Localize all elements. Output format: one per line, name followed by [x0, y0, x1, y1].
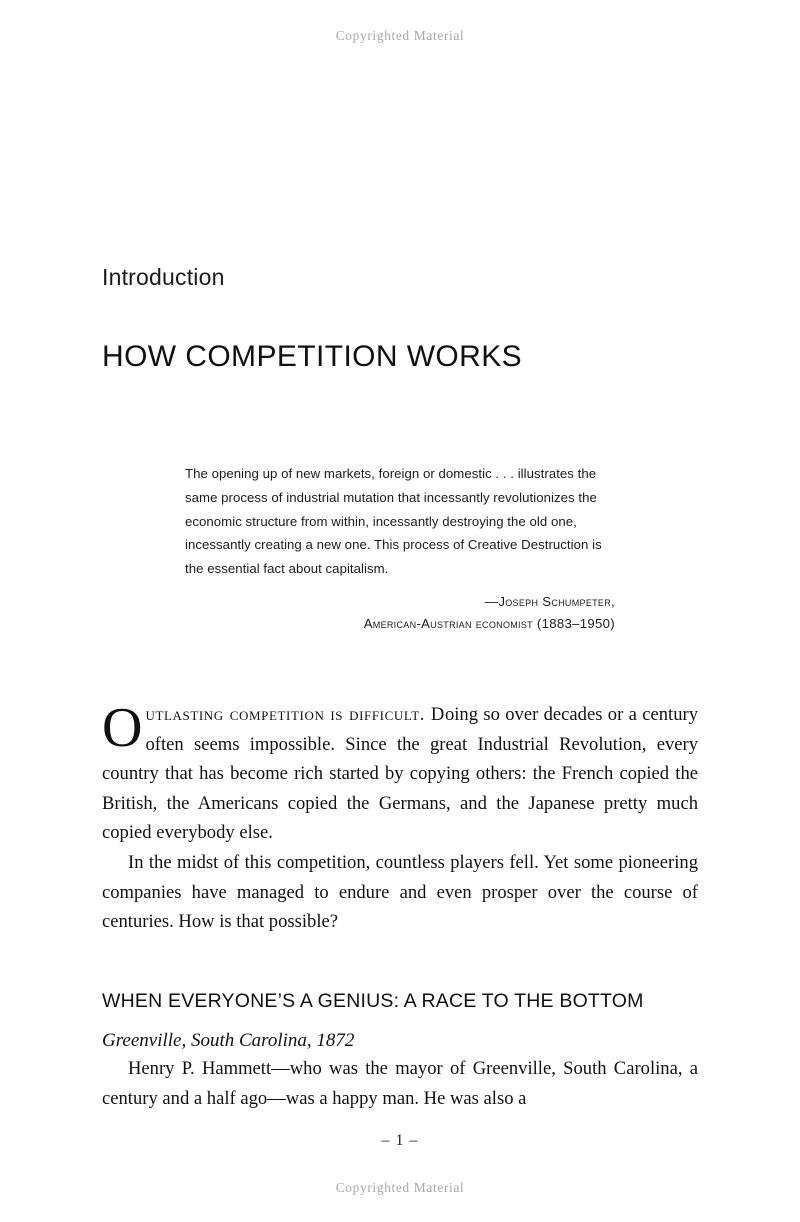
drop-cap: O [102, 697, 143, 759]
chapter-title: HOW COMPETITION WORKS [102, 340, 523, 373]
watermark-top: Copyrighted Material [335, 28, 465, 43]
paragraph-first-rest: oing so over decades or a century often seems impossible. Since the great Industrial Revolution, every country that has become rich started by copying others: the French copied the British, the Americans copied the Germans, and the Japanese pretty much copied everybody else. [102, 704, 698, 844]
epigraph-attribution-line1: —Joseph Schumpeter, [484, 593, 615, 609]
chapter-label: Introduction [102, 264, 225, 290]
epigraph-attribution [185, 591, 615, 635]
watermark-bottom: Copyrighted Material [335, 1180, 465, 1195]
section-paragraph: Henry P. Hammett—who was the mayor of Greenville, South Carolina, a century and a half ago—was a happy man. He was also a [102, 1058, 698, 1109]
epigraph-block [185, 462, 615, 635]
section-heading: WHEN EVERYONE’S A GENIUS: A RACE TO THE BOTTOM [102, 990, 644, 1012]
paragraph-second: In the midst of this competition, countless players fell. Yet some pioneering companies have managed to endure and even prosper over the course of centuries. How is that possible? [102, 851, 698, 933]
paragraph-first-smallcaps: utlasting competition is difficult. D [145, 704, 445, 725]
opening-paragraph-block [102, 697, 698, 937]
epigraph-text: The opening up of new markets, foreign or domestic . . . illustrates the same process of industrial mutation that incessantly revolutionizes the economic structure from within, incessantly destroying the old one, incessantly creating a new one. This process of Creative Destruction is the essential fact about capitalism. [185, 466, 602, 577]
epigraph-attribution-line2: American-Austrian economist (1883–1950) [363, 615, 615, 631]
section-paragraph-block [102, 1054, 698, 1113]
page-number: – 1 – [381, 1132, 419, 1149]
section-subheading: Greenville, South Carolina, 1872 [102, 1030, 355, 1051]
paragraph-first [102, 697, 698, 848]
